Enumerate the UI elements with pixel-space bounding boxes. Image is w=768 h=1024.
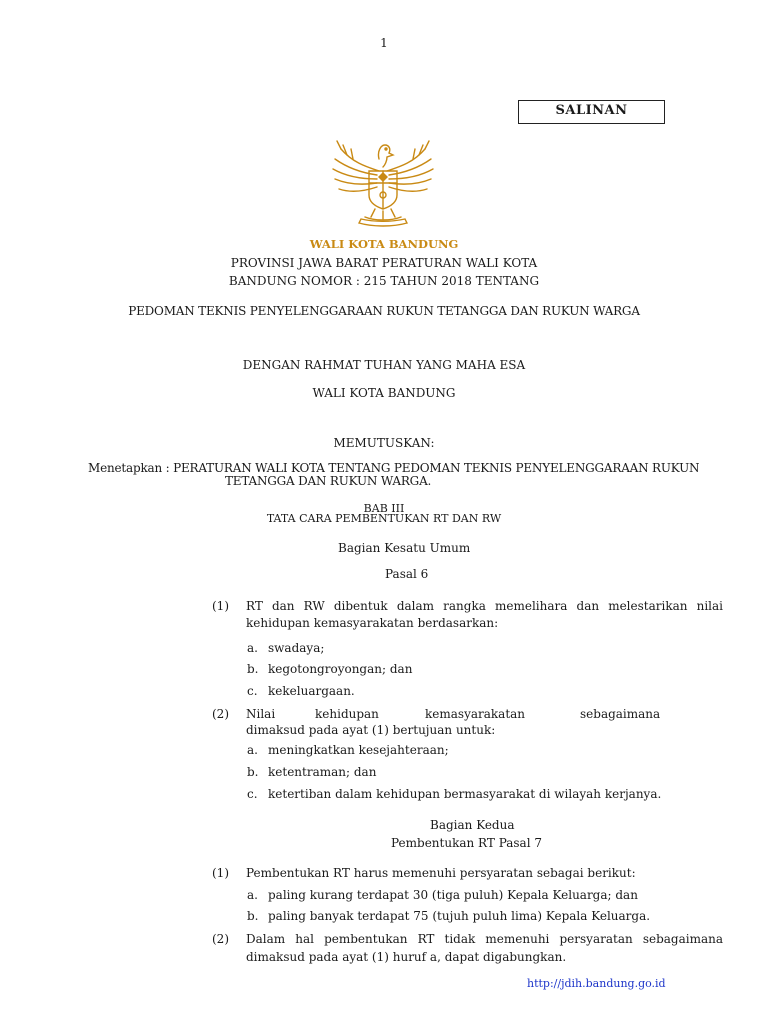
- blessing-line: DENGAN RAHMAT TUHAN YANG MAHA ESA: [242, 358, 526, 372]
- establish-line-2: TETANGGA DAN RUKUN WARGA.: [225, 474, 432, 488]
- clause-text: kehidupan kemasyarakatan berdasarkan:: [246, 616, 499, 630]
- list-item: ketentraman; dan: [268, 765, 377, 779]
- chapter-number: BAB III: [363, 502, 405, 515]
- clause-number: (1): [212, 599, 229, 613]
- list-item: paling banyak terdapat 75 (tujuh puluh lima) Kepala Keluarga.: [268, 909, 651, 923]
- clause-text: dimaksud pada ayat (1) huruf a, dapat digabungkan.: [246, 950, 567, 964]
- clause-number: (2): [212, 932, 229, 946]
- list-item: swadaya;: [268, 641, 325, 655]
- page-number: 1: [380, 36, 388, 50]
- part2-title: Bagian Kedua: [430, 818, 515, 832]
- clause-text: dimaksud pada ayat (1) bertujuan untuk:: [246, 723, 496, 737]
- list-item-letter: b.: [247, 765, 259, 779]
- chapter-title: TATA CARA PEMBENTUKAN RT DAN RW: [266, 512, 502, 525]
- authority-line: WALI KOTA BANDUNG: [312, 386, 456, 400]
- list-item: ketertiban dalam kehidupan bermasyarakat di wilayah kerjanya.: [268, 787, 662, 801]
- regulation-subject: PEDOMAN TEKNIS PENYELENGGARAAN RUKUN TETANGGA DAN RUKUN WARGA: [128, 304, 640, 318]
- list-item: meningkatkan kesejahteraan;: [268, 743, 449, 757]
- list-item-letter: a.: [247, 641, 258, 655]
- clause-number: (1): [212, 866, 229, 880]
- office-title: WALI KOTA BANDUNG: [309, 237, 459, 251]
- part2-subtitle: Pembentukan RT Pasal 7: [391, 836, 542, 850]
- article-6-title: Pasal 6: [385, 567, 429, 581]
- clause-text: Dalam hal pembentukan RT tidak memenuhi persyaratan sebagaimana: [246, 932, 723, 946]
- heading-line-2: BANDUNG NOMOR : 215 TAHUN 2018 TENTANG: [228, 274, 540, 288]
- salinan-stamp: SALINAN: [518, 100, 665, 124]
- decide-heading: MEMUTUSKAN:: [333, 436, 435, 450]
- clause-text: Pembentukan RT harus memenuhi persyaratan sebagai berikut:: [246, 866, 636, 880]
- list-item-letter: b.: [247, 909, 259, 923]
- list-item-letter: b.: [247, 662, 259, 676]
- establish-line-1: Menetapkan : PERATURAN WALI KOTA TENTANG PEDOMAN TEKNIS PENYELENGGARAAN RUKUN: [88, 461, 700, 475]
- clause-text: RT dan RW dibentuk dalam rangka memelihara dan melestarikan nilai: [246, 599, 723, 613]
- clause-text-word: sebagaimana: [580, 707, 661, 721]
- list-item-letter: c.: [247, 684, 258, 698]
- list-item-letter: c.: [247, 787, 258, 801]
- garuda-emblem-icon: [329, 137, 437, 229]
- list-item: kekeluargaan.: [268, 684, 355, 698]
- list-item-letter: a.: [247, 888, 258, 902]
- clause-text-word: kehidupan: [315, 707, 379, 721]
- clause-text-word: kemasyarakatan: [425, 707, 526, 721]
- footer-link[interactable]: http://jdih.bandung.go.id: [527, 977, 666, 990]
- clause-text-word: Nilai: [246, 707, 276, 721]
- clause-number: (2): [212, 707, 229, 721]
- part1-title: Bagian Kesatu Umum: [338, 541, 471, 555]
- list-item-letter: a.: [247, 743, 258, 757]
- list-item: kegotongroyongan; dan: [268, 662, 413, 676]
- heading-line-1: PROVINSI JAWA BARAT PERATURAN WALI KOTA: [230, 256, 538, 270]
- list-item: paling kurang terdapat 30 (tiga puluh) Kepala Keluarga; dan: [268, 888, 638, 902]
